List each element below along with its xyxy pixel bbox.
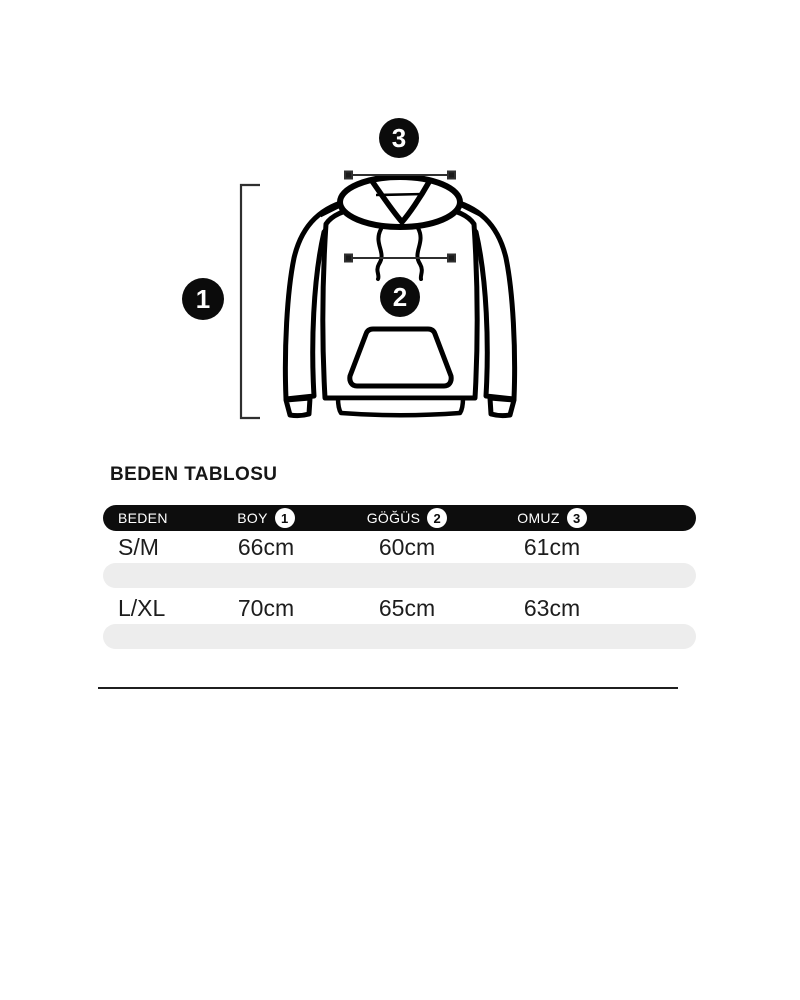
- size-table: [103, 505, 696, 649]
- header-badge-2-icon: 2: [427, 508, 447, 528]
- header-label-boy: BOY: [237, 510, 268, 526]
- row-size-label: L/XL: [118, 594, 166, 621]
- measure-cap: [345, 255, 352, 262]
- measure-cap: [448, 172, 455, 179]
- hoodie-left-cuff: [286, 398, 310, 416]
- header-cell-gogus: [345, 508, 469, 528]
- measure-cap: [345, 172, 352, 179]
- row-gogus-value: 60cm: [378, 533, 436, 560]
- table-row: [103, 592, 696, 624]
- size-table-title: BEDEN TABLOSU: [110, 464, 278, 485]
- hoodie-hem-band: [338, 398, 463, 415]
- header-cell-omuz: [469, 508, 635, 528]
- header-cell-beden: BEDEN: [118, 510, 168, 526]
- measure-badge-length: 1: [182, 278, 224, 320]
- row-boy-value: 70cm: [237, 594, 295, 621]
- hoodie-diagram: [0, 0, 800, 460]
- header-badge-3-icon: 3: [567, 508, 587, 528]
- header-cell-boy: [187, 508, 345, 528]
- bottom-divider: [98, 687, 678, 689]
- size-table-header: [103, 505, 696, 531]
- table-stripe: [103, 624, 696, 649]
- row-omuz-value: 63cm: [523, 594, 581, 621]
- row-gogus-value: 65cm: [378, 594, 436, 621]
- row-omuz-value: 61cm: [523, 533, 581, 560]
- table-stripe: [103, 563, 696, 588]
- hoodie-right-cuff: [490, 398, 514, 416]
- header-badge-1-icon: 1: [275, 508, 295, 528]
- measure-cap: [448, 255, 455, 262]
- header-label-gogus: GÖĞÜS: [366, 510, 421, 526]
- measure-bracket-length: [241, 185, 260, 418]
- table-row: [103, 531, 696, 563]
- hoodie-pocket: [350, 329, 451, 386]
- measure-badge-shoulder: 3: [379, 118, 419, 158]
- row-boy-value: 66cm: [237, 533, 295, 560]
- header-label-omuz: OMUZ: [517, 510, 560, 526]
- row-size-label: S/M: [118, 533, 159, 560]
- measure-badge-chest: 2: [380, 277, 420, 317]
